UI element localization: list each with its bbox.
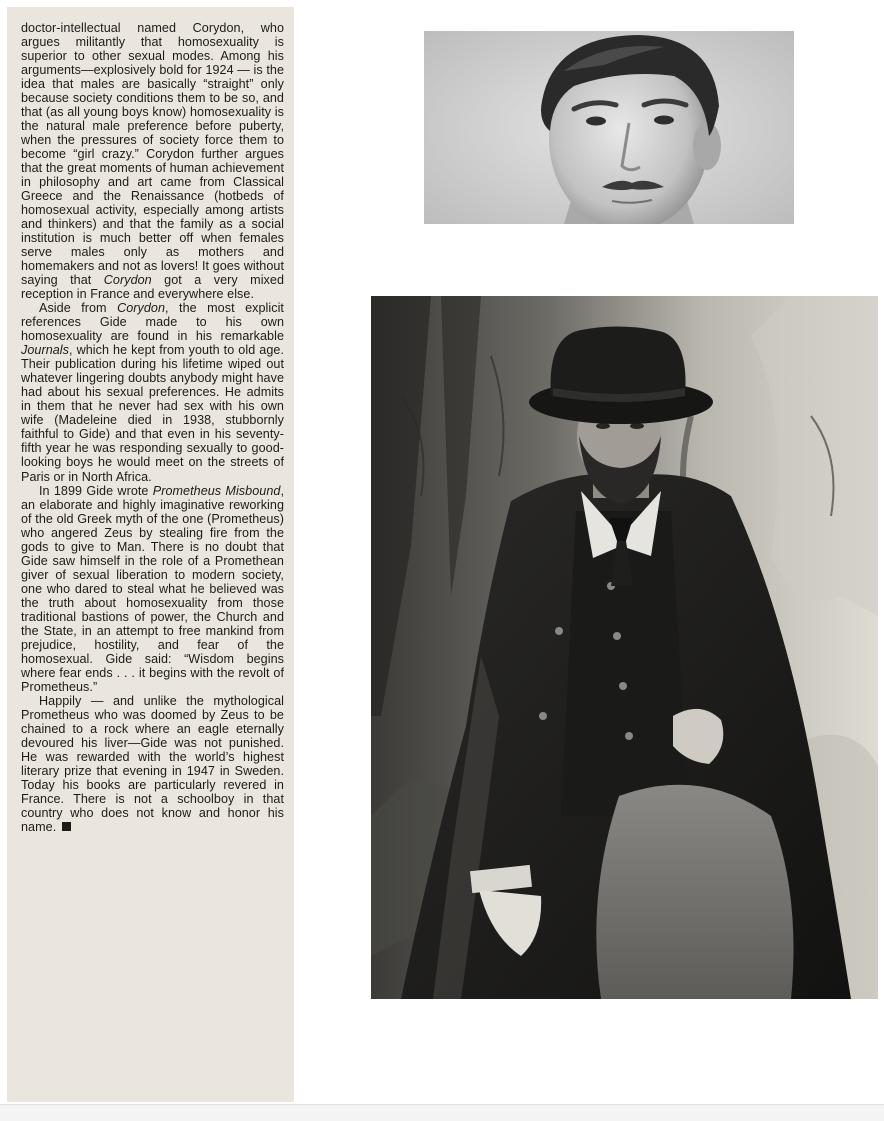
article-column <box>21 21 284 834</box>
viewer-bottom-bar <box>0 1104 884 1121</box>
text-span: In 1899 Gide wrote <box>39 483 153 498</box>
article-paragraph-2 <box>21 301 284 483</box>
text-span: Happily — and unlike the mythological Prometheus who was doomed by Zeus to be chained to a rock where an eagle eternally devoured his liver—Gide was not punished. He was rewarded with the world’s highest literary prize that evening in 1947 in Sweden. Today his books are particularly revered in France. There is not a schoolboy in that country who does not know and honor his name. <box>21 693 284 834</box>
portrait-photo-young <box>424 31 794 224</box>
text-span: doctor-intellectual named Corydon, who argues militantly that homosexuality is superior to other sexual modes. Among his arguments—explosively bold for 1924 — is the idea that males are basically “straight” only because society conditions them to be so, and that (as all young boys know) homosexuality is the natural male preference before puberty, when the pressures of society force them to become “girl crazy.” Corydon further argues that the great moments of human achievement in philosophy and art came from Classical Greece and the Renaissance (hotbeds of homosexual activity, especially among artists and thinkers) and that the family as a social institution is much better off when females serve males only as mothers and homemakers and not as lovers! It goes without saying that <box>21 21 284 288</box>
title-italic: Journals <box>21 343 70 358</box>
article-paragraph-4 <box>21 694 284 834</box>
article-clipping <box>7 7 294 1102</box>
text-span: , which he kept from youth to old age. Their publication during his lifetime wiped out whatever lingering doubts anybody might have had about his sexual preferences. He admits in them that he never had sex with his own wife (Madeleine died in 1938, stubbornly faithful to Gide) and that even in his seventy-fifth year he was responding sexually to good-looking boys he would meet on the streets of Paris or in North Africa. <box>21 343 284 484</box>
article-paragraph-3 <box>21 484 284 694</box>
portrait-photo-hat-and-cape-drawing <box>371 296 878 999</box>
text-span: got a very mixed reception in France and everywhere else. <box>21 273 284 302</box>
portrait-photo-young-drawing <box>424 31 794 224</box>
portrait-photo-hat-and-cape <box>371 296 878 999</box>
text-span: , the most explicit references Gide made to his own homosexuality are found in his remarkable <box>21 301 284 344</box>
title-italic: Prometheus Misbound <box>152 483 281 498</box>
article-paragraph-1 <box>21 21 284 301</box>
text-span: Aside from <box>39 301 118 316</box>
text-span: , an elaborate and highly imaginative reworking of the old Greek myth of the one (Prometheus) who angered Zeus by stealing fire from the gods to give to Man. There is no doubt that Gide saw himself in the role of a Promethean giver of sexual liberation to modern society, one who dared to steal what he believed was the truth about homosexuality from those traditional bastions of power, the Church and the State, in an attempt to free mankind from prejudice, hostility, and fear of the homosexual. Gide said: “Wisdom begins where fear ends . . . it begins with the revolt of Prometheus.” <box>21 483 284 694</box>
title-italic: Corydon <box>103 273 152 288</box>
title-italic: Corydon <box>117 301 166 316</box>
